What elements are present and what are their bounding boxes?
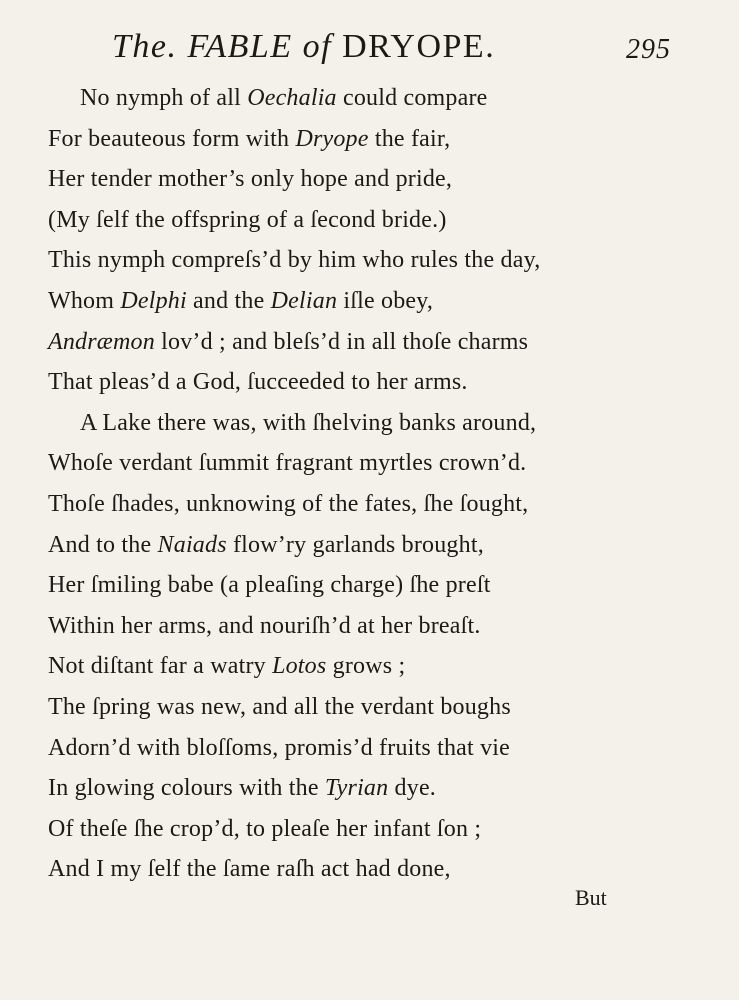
verse-text: A Lake there was, with ſhelving banks around, — [80, 409, 537, 436]
verse-text: Adorn’d with bloſſoms, promis’d fruits that vie — [48, 734, 511, 761]
verse-text: Not diſtant far a watry — [48, 653, 273, 680]
verse-text: That pleas’d a God, ſucceeded to her arms. — [48, 369, 468, 396]
verse-line — [48, 287, 433, 315]
title-fable: FABLE — [187, 28, 293, 65]
verse-line — [80, 409, 536, 437]
verse-text: Dryope — [295, 125, 369, 152]
verse-text: The ſpring was new, and all the verdant boughs — [48, 694, 511, 720]
verse-text: No nymph of all — [80, 85, 248, 111]
verse-text: Delphi — [120, 288, 187, 314]
verse-text: dye. — [388, 775, 436, 802]
verse-line — [48, 815, 481, 843]
title-the: The. — [112, 28, 178, 65]
verse-line — [48, 490, 528, 518]
title-of: of — [302, 28, 333, 65]
verse-text: flow’ry garlands brought, — [226, 531, 484, 558]
verse-line — [48, 246, 540, 274]
verse-line — [48, 531, 484, 559]
verse-line — [48, 571, 491, 599]
verse-line — [48, 206, 447, 234]
verse-text: And to the — [48, 531, 158, 558]
verse-text: (My ſelf the offspring of a ſecond bride.) — [48, 206, 447, 233]
verse-line — [48, 125, 450, 153]
verse-text: Thoſe ſhades, unknowing of the fates, ſhe ſought, — [48, 491, 529, 517]
verse-text: lov’d ; and bleſs’d in all thoſe charms — [154, 328, 529, 355]
verse-text: Andræmon — [48, 328, 155, 355]
verse-line — [48, 328, 528, 356]
verse-text: Naiads — [157, 531, 227, 558]
verse-text: This nymph compreſs’d by him who rules the day, — [48, 247, 541, 274]
verse-text: In glowing colours with the — [48, 775, 325, 802]
verse-text: Tyrian — [324, 775, 389, 802]
verse-line — [48, 368, 468, 396]
catchword: But — [575, 885, 607, 910]
page-number: 295 — [626, 34, 671, 65]
title-dryope: DRYOPE. — [342, 28, 496, 65]
verse-line — [48, 693, 511, 721]
verse-text: iſle obey, — [337, 288, 434, 314]
verse-line — [48, 165, 452, 193]
verse-text: Lotos — [272, 653, 327, 680]
verse-text: Whom — [48, 288, 121, 314]
verse-text: could compare — [336, 85, 488, 111]
verse-text: Her ſmiling babe (a pleaſing charge) ſhe preſt — [48, 572, 491, 599]
verse-text: And I my ſelf the ſame raſh act had done, — [48, 856, 451, 883]
verse-text: grows ; — [326, 653, 406, 680]
verse-text: Oechalia — [247, 85, 337, 111]
verse-text: Delian — [270, 288, 338, 314]
verse-line — [48, 612, 481, 640]
verse-line — [48, 774, 436, 802]
verse-text: and the — [186, 288, 271, 314]
verse-line — [48, 652, 405, 680]
verse-line — [80, 84, 488, 112]
verse-text: For beauteous form with — [48, 125, 296, 152]
verse-text: the fair, — [368, 125, 451, 152]
running-title — [112, 28, 495, 66]
verse-line — [48, 734, 510, 762]
verse-text: Whoſe verdant ſummit fragrant myrtles crown’d. — [48, 450, 527, 477]
verse-line — [48, 449, 526, 477]
verse-line — [48, 855, 451, 883]
verse-text: Of theſe ſhe crop’d, to pleaſe her infant ſon ; — [48, 815, 482, 842]
verse-text: Her tender mother’s only hope and pride, — [48, 166, 453, 193]
verse-text: Within her arms, and nouriſh’d at her breaſt. — [48, 612, 481, 639]
page-header — [0, 22, 739, 72]
